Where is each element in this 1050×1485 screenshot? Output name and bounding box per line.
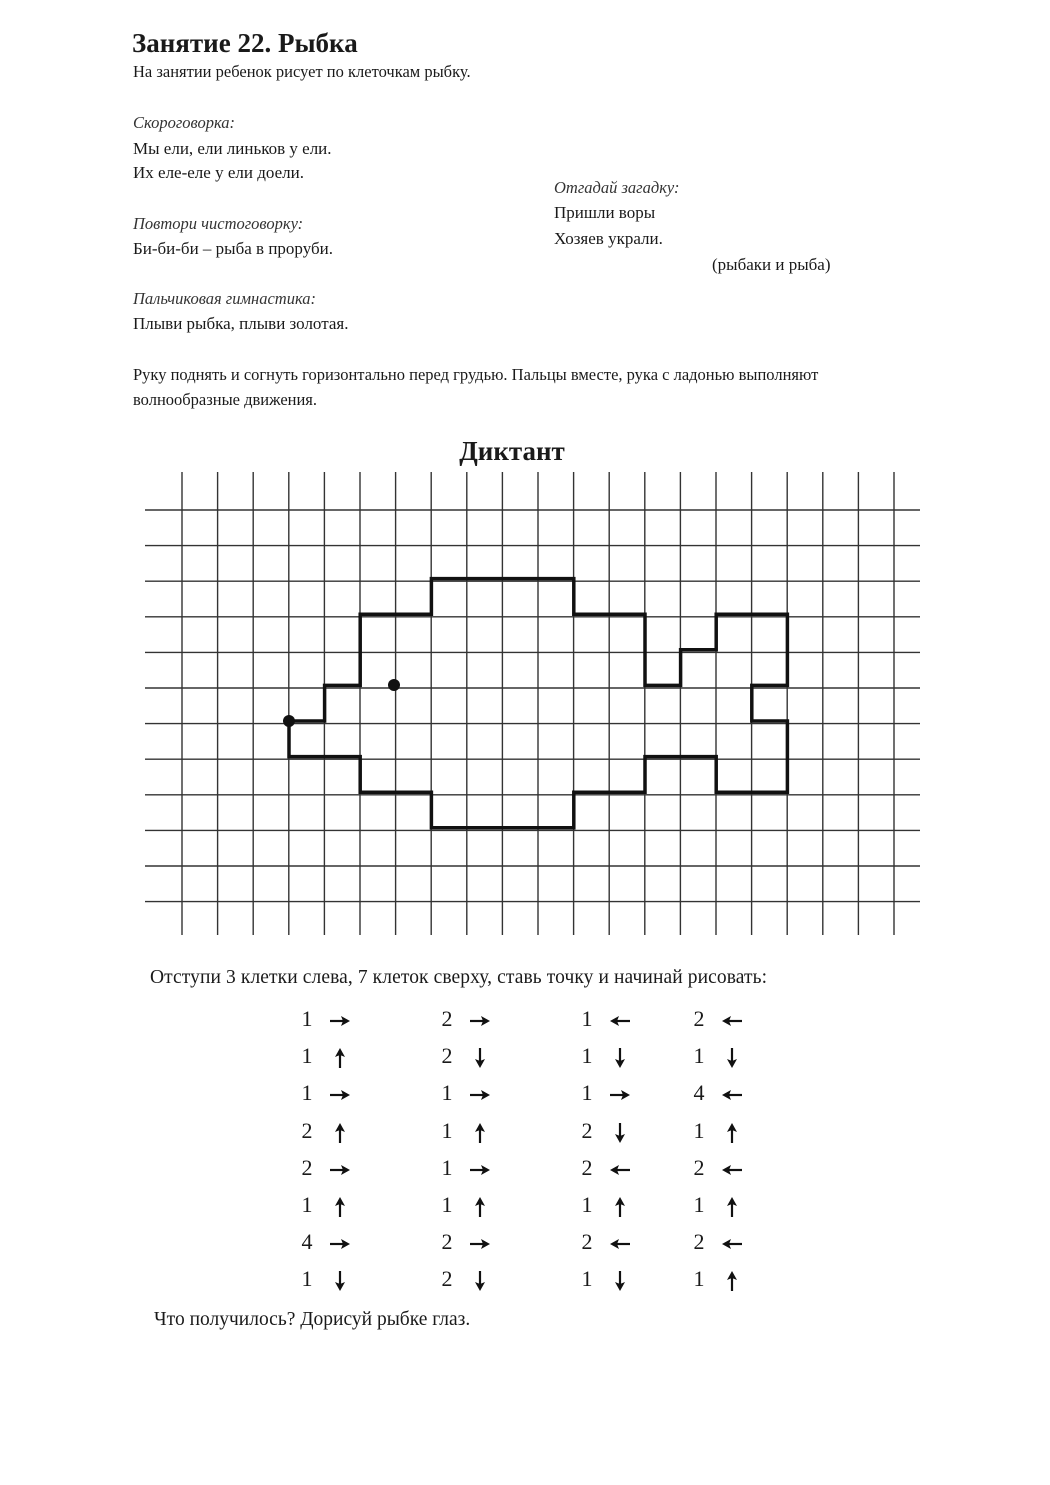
command-step [578,1118,668,1148]
command-step [578,1080,668,1110]
command-step [438,1229,528,1259]
tongue-twister-line-1: Мы ели, ели линьков у ели. [133,139,332,158]
arrow-up-icon [326,1192,354,1222]
command-step [690,1006,780,1036]
start-dot [283,715,295,727]
tongue-twister-label: Скороговорка: [133,113,236,132]
arrow-down-icon [466,1266,494,1296]
command-step [438,1266,528,1296]
step-count: 1 [693,1192,705,1217]
finger-gym-label: Пальчиковая гимнастика: [133,289,316,308]
command-step [690,1080,780,1110]
command-step [690,1192,780,1222]
step-count: 1 [581,1266,593,1292]
step-count: 1 [441,1192,453,1217]
step-count: 1 [581,1192,593,1217]
command-step [578,1229,668,1259]
page-title: Занятие 22. Рыбка [132,28,358,58]
step-count: 1 [693,1266,705,1292]
command-step [438,1118,528,1148]
arrow-left-icon [606,1229,634,1259]
command-step [298,1229,388,1259]
arrow-left-icon [718,1229,746,1259]
arrow-down-icon [606,1266,634,1296]
step-count: 2 [581,1117,593,1143]
step-count: 1 [581,1043,593,1069]
arrow-left-icon [606,1006,634,1036]
command-step [298,1266,388,1296]
step-count: 1 [301,1080,313,1106]
command-step [690,1229,780,1259]
finger-gym-line: Плыви рыбка, плыви золотая. [133,314,349,333]
command-step [438,1155,528,1185]
arrow-right-icon [326,1006,354,1036]
step-count: 1 [301,1043,313,1069]
step-count: 2 [693,1154,705,1180]
intro-text: На занятии ребенок рисует по клеточкам рыбку. [133,62,471,81]
step-count: 1 [441,1080,453,1106]
finger-gym-instructions: Руку поднять и согнуть горизонтально перед грудью. Пальцы вместе, рука с ладонью выполняют волнообразные движения. [133,365,819,409]
command-step [298,1080,388,1110]
command-step [298,1006,388,1036]
tongue-twister-line-2: Их еле-еле у ели доели. [133,163,304,182]
command-step [298,1043,388,1073]
arrow-up-icon [326,1118,354,1148]
step-count: 2 [581,1229,593,1255]
step-count: 2 [441,1266,453,1292]
pure-phrase-label: Повтори чистоговорку: [133,214,304,233]
step-count: 2 [693,1006,705,1031]
arrow-right-icon [326,1229,354,1259]
arrow-right-icon [606,1080,634,1110]
step-count: 2 [441,1043,453,1069]
step-count: 2 [441,1229,453,1255]
command-step [298,1118,388,1148]
arrow-down-icon [326,1266,354,1296]
step-count: 1 [441,1154,453,1180]
riddle-label: Отгадай загадку: [554,178,680,197]
pure-phrase-line: Би-би-би – рыба в проруби. [133,239,333,258]
arrow-up-icon [718,1192,746,1222]
command-step [690,1266,780,1296]
step-count: 1 [693,1043,705,1069]
dictation-title: Диктант [459,436,565,466]
arrow-down-icon [606,1118,634,1148]
arrow-right-icon [326,1155,354,1185]
step-count: 2 [441,1006,453,1031]
arrow-up-icon [606,1192,634,1222]
arrow-left-icon [718,1080,746,1110]
step-count: 1 [301,1192,313,1217]
arrow-up-icon [466,1118,494,1148]
grid-lines [145,472,920,935]
arrow-down-icon [466,1043,494,1073]
step-count: 4 [693,1080,705,1106]
arrow-down-icon [718,1043,746,1073]
command-step [578,1006,668,1036]
command-step [578,1155,668,1185]
arrow-up-icon [718,1266,746,1296]
fish-eye-dot [388,679,400,691]
command-step [690,1043,780,1073]
command-step [438,1080,528,1110]
step-count: 2 [301,1117,313,1143]
arrow-down-icon [606,1043,634,1073]
arrow-right-icon [466,1006,494,1036]
dictation-question: Что получилось? Дорисуй рыбке глаз. [154,1309,471,1330]
arrow-right-icon [326,1080,354,1110]
step-count: 1 [693,1117,705,1143]
command-step [438,1192,528,1222]
command-step [578,1192,668,1222]
arrow-right-icon [466,1229,494,1259]
step-count: 1 [301,1006,313,1031]
command-step [298,1192,388,1222]
command-step [298,1155,388,1185]
command-step [578,1043,668,1073]
arrow-left-icon [718,1155,746,1185]
command-step [438,1006,528,1036]
dictation-instruction: Отступи 3 клетки слева, 7 клеток сверху, ставь точку и начинай рисовать: [150,967,768,988]
arrow-up-icon [326,1043,354,1073]
step-count: 4 [301,1229,313,1255]
step-count: 1 [441,1117,453,1143]
arrow-up-icon [466,1192,494,1222]
arrow-up-icon [718,1118,746,1148]
riddle-line-1: Пришли воры [554,203,656,222]
command-step [438,1043,528,1073]
arrow-left-icon [606,1155,634,1185]
arrow-right-icon [466,1155,494,1185]
arrow-right-icon [466,1080,494,1110]
step-count: 1 [581,1080,593,1106]
riddle-line-2: Хозяев украли. [554,229,663,248]
command-step [578,1266,668,1296]
command-step [690,1118,780,1148]
command-step [690,1155,780,1185]
step-count: 2 [693,1229,705,1255]
riddle-answer: (рыбаки и рыба) [712,255,831,274]
step-count: 2 [581,1154,593,1180]
step-count: 1 [581,1006,593,1031]
step-count: 1 [301,1266,313,1292]
arrow-left-icon [718,1006,746,1036]
step-count: 2 [301,1154,313,1180]
